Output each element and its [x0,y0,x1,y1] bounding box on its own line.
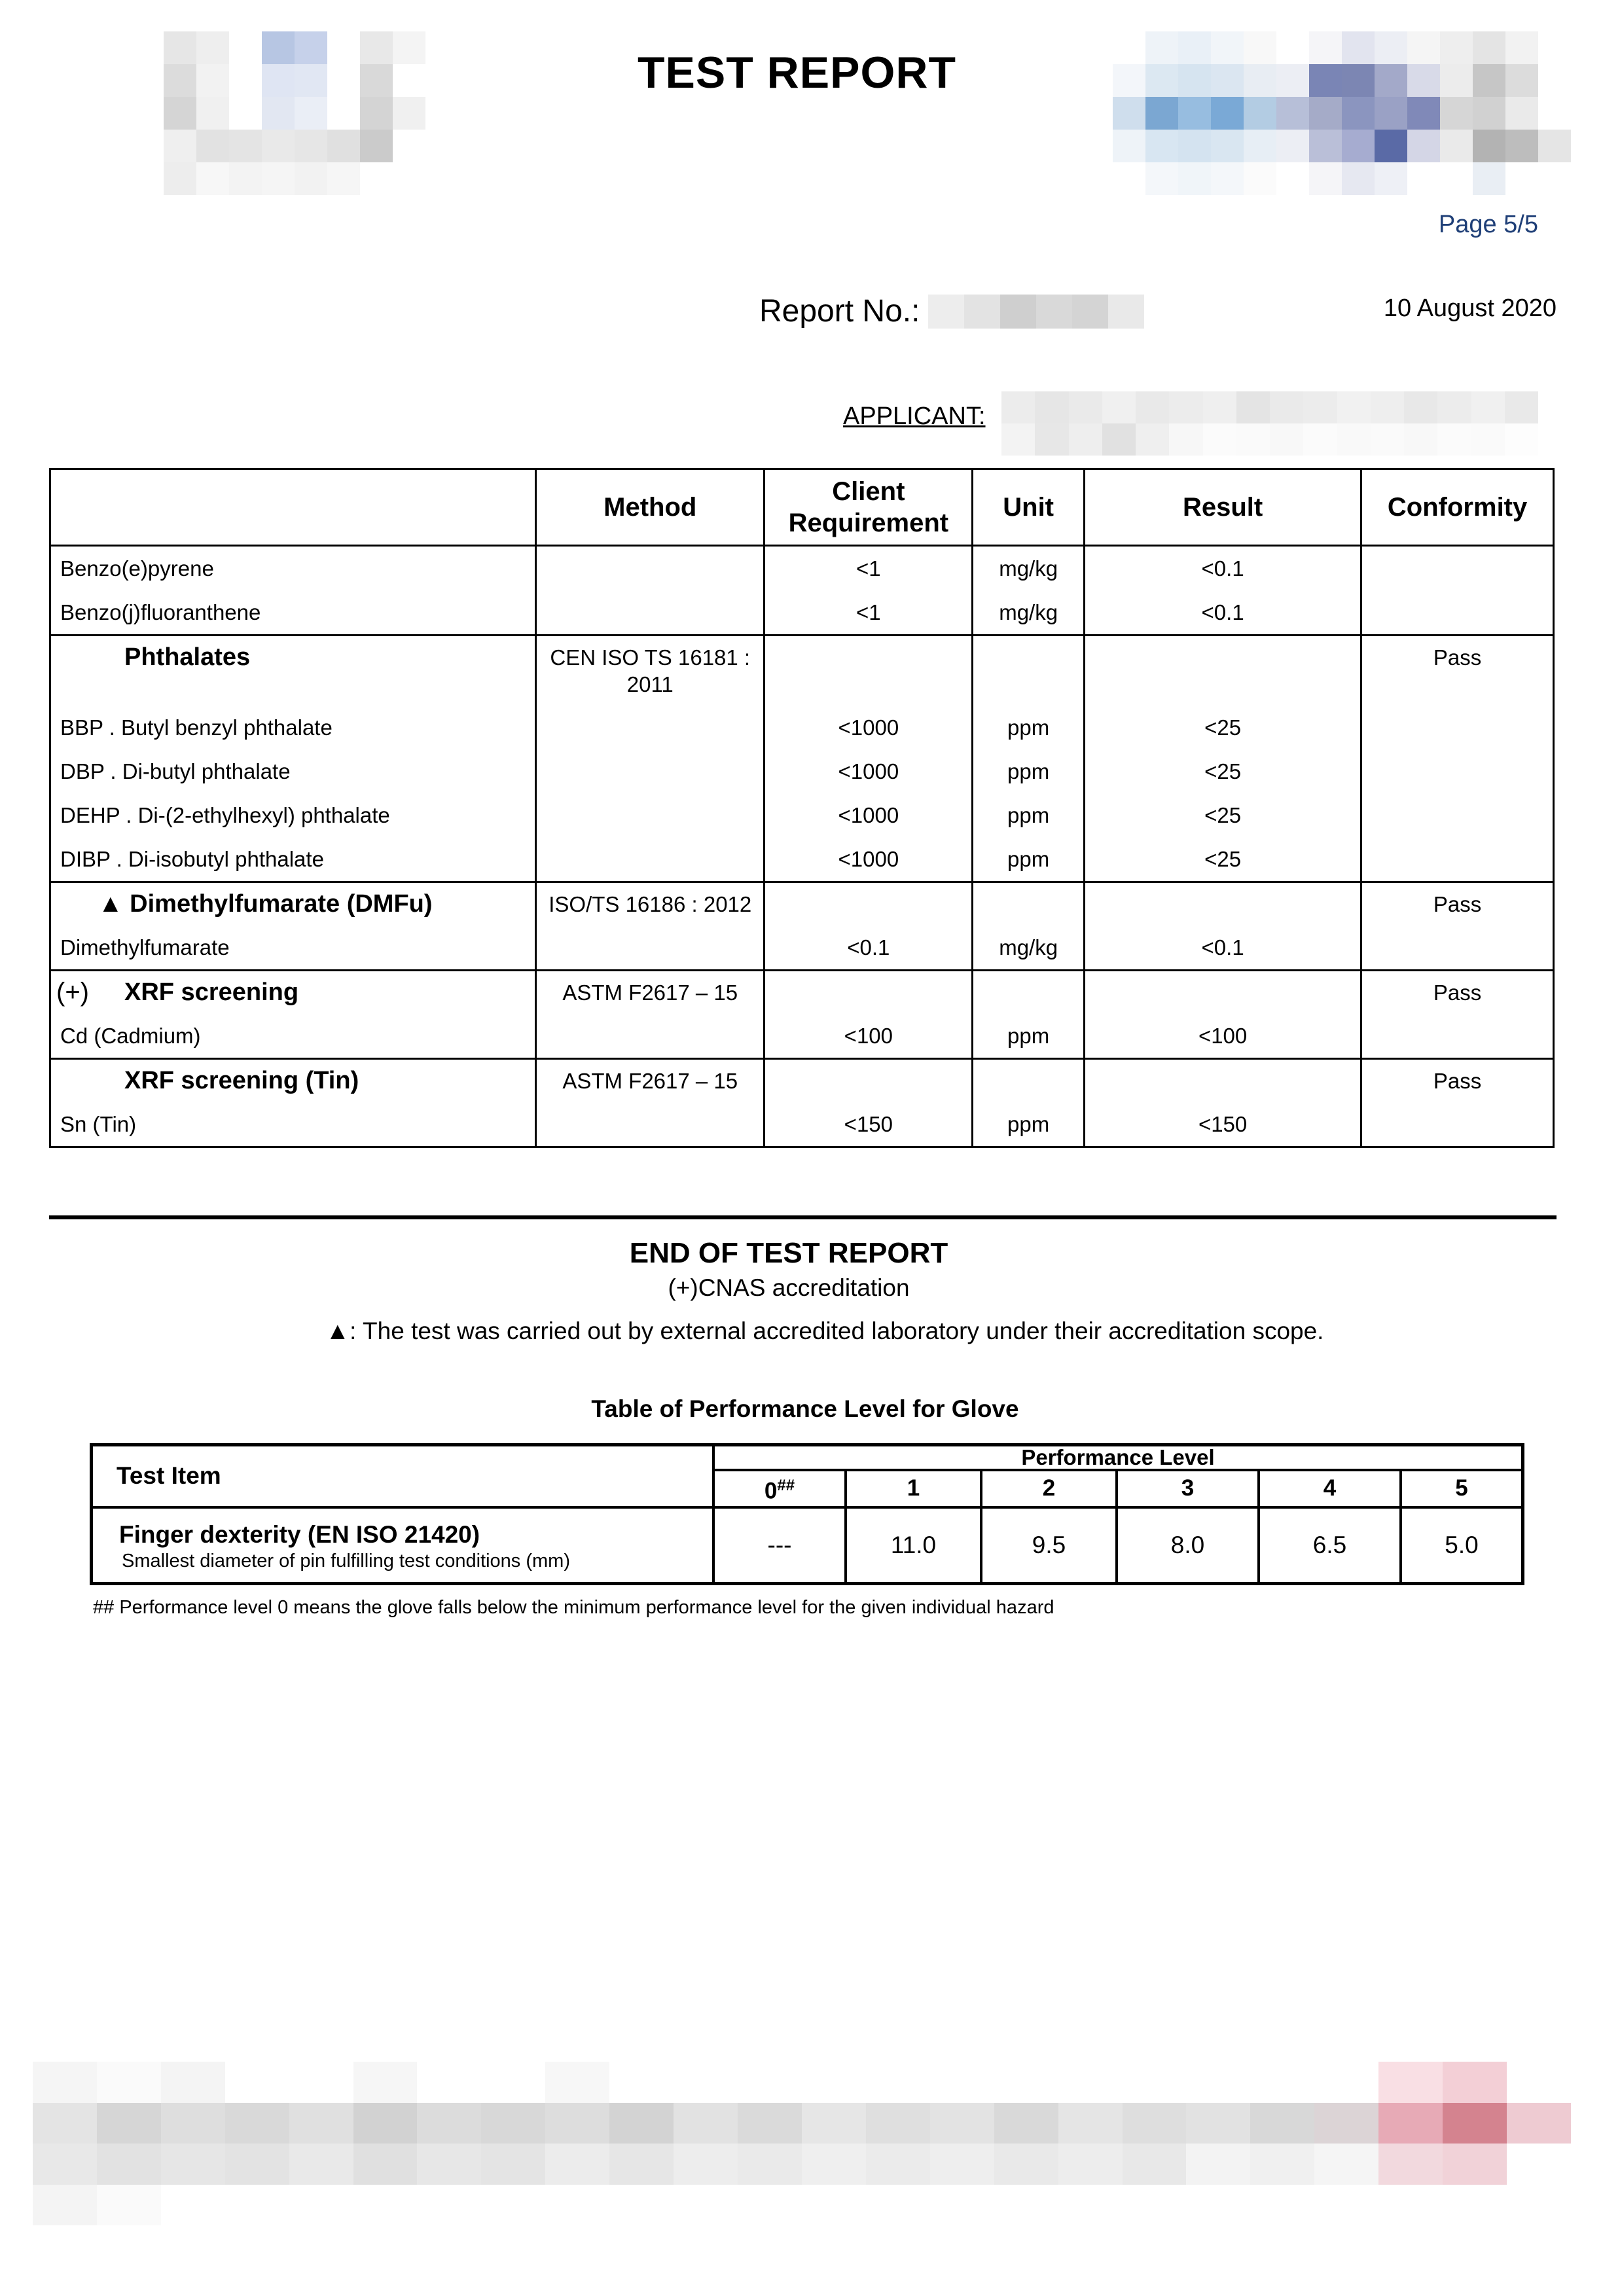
conformity-cell [1361,749,1554,793]
result-cell [1085,971,1361,1014]
result-cell: <25 [1085,749,1361,793]
analyte-name: Dimethylfumarate [50,925,536,971]
table-row [50,837,1554,882]
header-method: Method [536,469,765,546]
result-cell: <100 [1085,1014,1361,1059]
test-item-header: Test Item [92,1445,714,1507]
conformity-cell [1361,793,1554,837]
requirement-cell: <1 [765,590,973,636]
method-cell [536,1014,765,1059]
unit-cell [973,971,1085,1014]
level-0-header [713,1470,846,1507]
result-cell: <25 [1085,793,1361,837]
level-3-header: 3 [1117,1470,1259,1507]
unit-cell [973,882,1085,926]
group-header-row [50,971,1554,1014]
header-test-item [50,469,536,546]
analyte-name: Benzo(j)fluoranthene [50,590,536,636]
requirement-cell: <0.1 [765,925,973,971]
cnas-note: (+)CNAS accreditation [668,1274,910,1301]
conformity-cell [1361,590,1554,636]
group-method: ISO/TS 16186 : 2012 [536,882,765,926]
test-item-name: Finger dexterity (EN ISO 21420) [119,1520,480,1548]
unit-cell: ppm [973,749,1085,793]
table-row [50,546,1554,591]
requirement-cell: <150 [765,1102,973,1147]
method-cell [536,837,765,882]
group-header-row [50,882,1554,926]
result-cell [1085,882,1361,926]
method-cell [536,1102,765,1147]
group-conformity: Pass [1361,1059,1554,1103]
table-row [50,925,1554,971]
analyte-name: Sn (Tin) [50,1102,536,1147]
conformity-cell [1361,837,1554,882]
requirement-cell: <1000 [765,749,973,793]
end-divider [49,1215,1557,1219]
test-item-description: Smallest diameter of pin fulfilling test conditions (mm) [122,1550,570,1571]
level-0-label: 0 [764,1478,778,1504]
conformity-cell [1361,925,1554,971]
level-1-value: 11.0 [846,1507,981,1584]
group-conformity: Pass [1361,636,1554,706]
unit-cell: ppm [973,1014,1085,1059]
method-cell [536,793,765,837]
report-number-label: Report No.: [759,294,920,329]
unit-cell [973,1059,1085,1103]
result-cell: <25 [1085,837,1361,882]
page-number: Page 5/5 [1438,211,1538,238]
result-cell [1085,1059,1361,1103]
conformity-cell [1361,1102,1554,1147]
method-cell [536,590,765,636]
test-results-table [49,468,1555,1148]
analyte-name: DEHP . Di-(2-ethylhexyl) phthalate [50,793,536,837]
level-5-value: 5.0 [1401,1507,1523,1584]
requirement-cell: <1000 [765,837,973,882]
group-method: ASTM F2617 – 15 [536,1059,765,1103]
pah-rows [50,546,1554,636]
page-title: TEST REPORT [637,48,957,98]
level-4-value: 6.5 [1259,1507,1401,1584]
dmfu-group [50,882,1554,971]
redacted-report-number [928,295,1144,329]
header-result: Result [1085,469,1361,546]
requirement-cell [765,882,973,926]
performance-table-title: Table of Performance Level for Glove [591,1395,1019,1422]
group-conformity: Pass [1361,971,1554,1014]
phthalates-group [50,636,1554,882]
conformity-cell [1361,1014,1554,1059]
group-name: Phthalates [50,636,536,706]
group-conformity: Pass [1361,882,1554,926]
group-method: CEN ISO TS 16181 : 2011 [536,636,765,706]
group-header-row [50,1059,1554,1103]
performance-footnote: ## Performance level 0 means the glove falls below the minimum performance level for the given individual hazard [93,1597,1054,1618]
analyte-name: DIBP . Di-isobutyl phthalate [50,837,536,882]
group-name: XRF screening (Tin) [50,1059,536,1103]
result-cell: <150 [1085,1102,1361,1147]
group-name-cell [50,971,536,1014]
external-lab-note: ▲: The test was carried out by external accredited laboratory under their accreditation scope. [325,1318,1324,1344]
table-row [50,706,1554,749]
unit-cell: mg/kg [973,590,1085,636]
level-0-footnote-mark: ## [777,1477,795,1494]
table-header-row [50,469,1554,546]
requirement-cell: <1000 [765,706,973,749]
requirement-cell [765,971,973,1014]
table-row [50,749,1554,793]
xrf-tin-group [50,1059,1554,1147]
report-date: 10 August 2020 [1383,295,1557,322]
accreditation-mark: (+) [56,978,89,1007]
method-cell [536,925,765,971]
table-row [92,1507,1523,1584]
result-cell: <25 [1085,706,1361,749]
analyte-name: BBP . Butyl benzyl phthalate [50,706,536,749]
level-1-header: 1 [846,1470,981,1507]
method-cell [536,706,765,749]
unit-cell: ppm [973,706,1085,749]
result-cell: <0.1 [1085,925,1361,971]
unit-cell [973,636,1085,706]
analyte-name: Benzo(e)pyrene [50,546,536,591]
method-cell [536,749,765,793]
level-0-value: --- [713,1507,846,1584]
requirement-cell: <1000 [765,793,973,837]
header-client-requirement: Client Requirement [765,469,973,546]
header-conformity: Conformity [1361,469,1554,546]
table-row [50,1102,1554,1147]
applicant-label: APPLICANT: [843,403,986,430]
xrf-group [50,971,1554,1059]
performance-level-header: Performance Level [713,1445,1523,1471]
group-method: ASTM F2617 – 15 [536,971,765,1014]
group-header-row [50,636,1554,706]
analyte-name: Cd (Cadmium) [50,1014,536,1059]
level-5-header: 5 [1401,1470,1523,1507]
level-2-header: 2 [981,1470,1117,1507]
header-unit: Unit [973,469,1085,546]
unit-cell: mg/kg [973,925,1085,971]
level-2-value: 9.5 [981,1507,1117,1584]
result-cell [1085,636,1361,706]
conformity-cell [1361,706,1554,749]
group-name: ▲ Dimethylfumarate (DMFu) [50,882,536,926]
unit-cell: ppm [973,793,1085,837]
test-item-cell [92,1507,714,1584]
analyte-name: DBP . Di-butyl phthalate [50,749,536,793]
requirement-cell [765,636,973,706]
conformity-cell [1361,546,1554,591]
group-name: XRF screening [124,978,299,1006]
requirement-cell: <1 [765,546,973,591]
end-of-report-title: END OF TEST REPORT [629,1237,948,1269]
requirement-cell: <100 [765,1014,973,1059]
result-cell: <0.1 [1085,590,1361,636]
method-cell [536,546,765,591]
redacted-applicant [1001,391,1538,456]
redacted-footer [33,2062,1571,2225]
level-4-header: 4 [1259,1470,1401,1507]
unit-cell: mg/kg [973,546,1085,591]
result-cell: <0.1 [1085,546,1361,591]
table-row [50,1014,1554,1059]
performance-level-table [90,1443,1524,1585]
unit-cell: ppm [973,837,1085,882]
table-row [50,590,1554,636]
level-3-value: 8.0 [1117,1507,1259,1584]
unit-cell: ppm [973,1102,1085,1147]
table-row [50,793,1554,837]
requirement-cell [765,1059,973,1103]
